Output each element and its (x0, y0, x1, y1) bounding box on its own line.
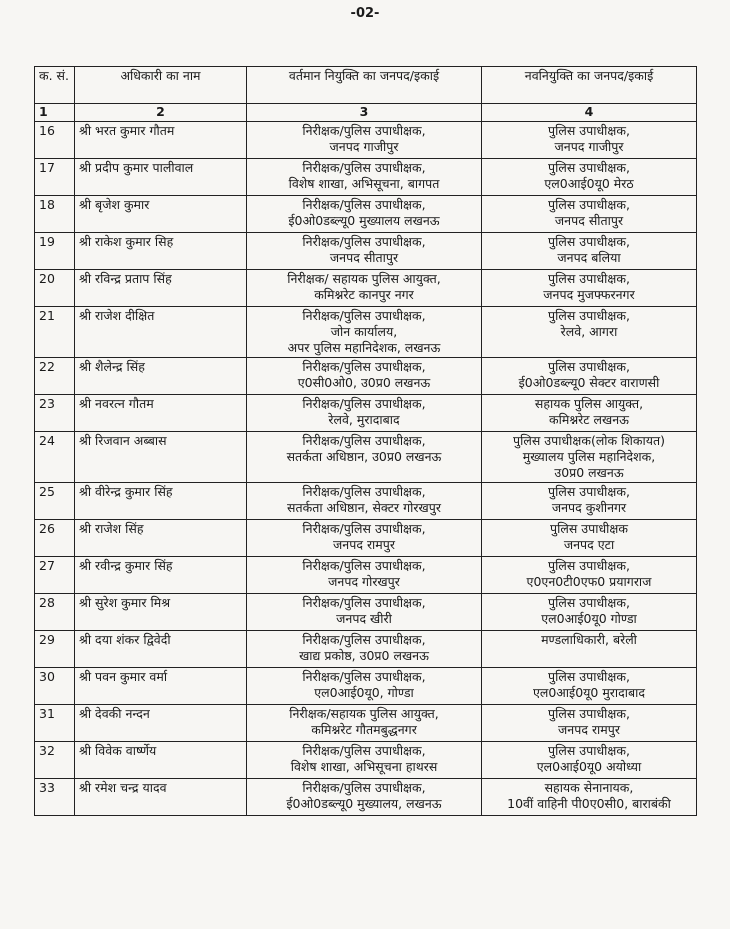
new-posting-line: पुलिस उपाधीक्षक (550, 521, 628, 536)
serial-number-cell: 22 (35, 358, 75, 395)
officer-name-cell: श्री पवन कुमार वर्मा (75, 668, 247, 705)
current-posting-cell (247, 557, 482, 594)
new-posting-cell (482, 196, 697, 233)
current-posting-cell (247, 196, 482, 233)
current-posting-cell (247, 270, 482, 307)
new-posting-line: पुलिस उपाधीक्षक, (548, 308, 630, 323)
table-row (35, 432, 697, 483)
current-posting-line: निरीक्षक/पुलिस उपाधीक्षक, (302, 669, 426, 684)
current-posting-cell (247, 520, 482, 557)
new-posting-line: मुख्यालय पुलिस महानिदेशक, (522, 449, 656, 464)
current-posting-line: निरीक्षक/पुलिस उपाधीक्षक, (302, 595, 426, 610)
new-posting-line: जनपद रामपुर (558, 722, 620, 737)
serial-number-cell: 16 (35, 122, 75, 159)
serial-number-cell: 23 (35, 395, 75, 432)
current-posting-line: निरीक्षक/पुलिस उपाधीक्षक, (302, 123, 426, 138)
current-posting-cell (247, 159, 482, 196)
new-posting-cell (482, 122, 697, 159)
table-row (35, 705, 697, 742)
current-posting-line: निरीक्षक/पुलिस उपाधीक्षक, (302, 359, 426, 374)
officer-name-cell: श्री भरत कुमार गौतम (75, 122, 247, 159)
current-posting-line: निरीक्षक/पुलिस उपाधीक्षक, (302, 433, 426, 448)
new-posting-line: पुलिस उपाधीक्षक, (548, 595, 630, 610)
header-officer-name: अधिकारी का नाम (75, 67, 247, 104)
new-posting-cell (482, 432, 697, 483)
current-posting-cell (247, 631, 482, 668)
new-posting-line: एल0आई0यू0 मेरठ (544, 176, 634, 191)
new-posting-cell (482, 307, 697, 358)
new-posting-cell (482, 395, 697, 432)
new-posting-cell (482, 483, 697, 520)
new-posting-line: जनपद एटा (563, 537, 615, 552)
officer-name-cell: श्री रविन्द्र प्रताप सिंह (75, 270, 247, 307)
new-posting-cell (482, 668, 697, 705)
new-posting-cell (482, 631, 697, 668)
table-row (35, 270, 697, 307)
current-posting-line: ई0ओ0डब्ल्यू0 मुख्यालय लखनऊ (288, 213, 440, 228)
current-posting-line: निरीक्षक/पुलिस उपाधीक्षक, (302, 743, 426, 758)
table-row (35, 779, 697, 816)
table-row (35, 122, 697, 159)
new-posting-line: पुलिस उपाधीक्षक(लोक शिकायत) (513, 433, 665, 448)
current-posting-line: विशेष शाखा, अभिसूचना, बागपत (288, 176, 440, 191)
header-serial-number: क. सं. (35, 67, 75, 104)
serial-number-cell: 31 (35, 705, 75, 742)
current-posting-line: जनपद सीतापुर (329, 250, 399, 265)
table-row (35, 483, 697, 520)
new-posting-line: सहायक पुलिस आयुक्त, (534, 396, 644, 411)
current-posting-line: जनपद गोरखपुर (328, 574, 400, 589)
current-posting-line: निरीक्षक/पुलिस उपाधीक्षक, (302, 308, 426, 323)
new-posting-line: जनपद गाजीपुर (554, 139, 624, 154)
new-posting-cell (482, 270, 697, 307)
current-posting-line: सतर्कता अधिष्ठान, सेक्टर गोरखपुर (287, 500, 441, 515)
table-row (35, 395, 697, 432)
officer-name-cell: श्री दया शंकर द्विवेदी (75, 631, 247, 668)
current-posting-line: ए0सी0ओ0, उ0प्र0 लखनऊ (297, 375, 431, 390)
officer-name-cell: श्री रिजवान अब्बास (75, 432, 247, 483)
new-posting-line: पुलिस उपाधीक्षक, (548, 234, 630, 249)
new-posting-line: एल0आई0यू0 गोण्डा (541, 611, 637, 626)
current-posting-line: निरीक्षक/ सहायक पुलिस आयुक्त, (287, 271, 441, 286)
current-posting-cell (247, 432, 482, 483)
column-number-4: 4 (482, 104, 697, 122)
current-posting-line: निरीक्षक/सहायक पुलिस आयुक्त, (289, 706, 439, 721)
table-row (35, 307, 697, 358)
new-posting-cell (482, 705, 697, 742)
table-row (35, 233, 697, 270)
table-row (35, 557, 697, 594)
new-posting-line: पुलिस उपाधीक्षक, (548, 197, 630, 212)
new-posting-line: कमिश्नरेट लखनऊ (549, 412, 629, 427)
new-posting-line: पुलिस उपाधीक्षक, (548, 558, 630, 573)
current-posting-line: जनपद गाजीपुर (329, 139, 399, 154)
current-posting-line: निरीक्षक/पुलिस उपाधीक्षक, (302, 234, 426, 249)
current-posting-line: जोन कार्यालय, (330, 324, 398, 339)
new-posting-line: पुलिस उपाधीक्षक, (548, 706, 630, 721)
current-posting-cell (247, 395, 482, 432)
current-posting-line: ई0ओ0डब्ल्यू0 मुख्यालय, लखनऊ (286, 796, 442, 811)
officer-name-cell: श्री विवेक वार्ष्णेय (75, 742, 247, 779)
current-posting-line: रेलवे, मुरादाबाद (328, 412, 400, 427)
current-posting-line: निरीक्षक/पुलिस उपाधीक्षक, (302, 558, 426, 573)
column-number-3: 3 (247, 104, 482, 122)
officer-name-cell: श्री नवरत्न गौतम (75, 395, 247, 432)
column-number-1: 1 (35, 104, 75, 122)
new-posting-cell (482, 358, 697, 395)
serial-number-cell: 28 (35, 594, 75, 631)
current-posting-line: विशेष शाखा, अभिसूचना हाथरस (290, 759, 438, 774)
new-posting-line: जनपद मुजफ्फरनगर (543, 287, 635, 302)
column-number-2: 2 (75, 104, 247, 122)
serial-number-cell: 32 (35, 742, 75, 779)
current-posting-line: निरीक्षक/पुलिस उपाधीक्षक, (302, 632, 426, 647)
serial-number-cell: 29 (35, 631, 75, 668)
officer-name-cell: श्री वीरेन्द्र कुमार सिंह (75, 483, 247, 520)
officer-name-cell: श्री राजेश सिंह (75, 520, 247, 557)
serial-number-cell: 19 (35, 233, 75, 270)
new-posting-cell (482, 742, 697, 779)
serial-number-cell: 27 (35, 557, 75, 594)
serial-number-cell: 20 (35, 270, 75, 307)
new-posting-line: रेलवे, आगरा (560, 324, 618, 339)
current-posting-cell (247, 233, 482, 270)
officer-name-cell: श्री राजेश दीक्षित (75, 307, 247, 358)
current-posting-line: निरीक्षक/पुलिस उपाधीक्षक, (302, 780, 426, 795)
serial-number-cell: 30 (35, 668, 75, 705)
new-posting-cell (482, 557, 697, 594)
current-posting-cell (247, 668, 482, 705)
column-number-row (35, 104, 697, 122)
page-number: -02- (350, 6, 380, 21)
new-posting-cell (482, 779, 697, 816)
new-posting-line: उ0प्र0 लखनऊ (554, 465, 624, 480)
new-posting-line: एल0आई0यू0 अयोध्या (536, 759, 642, 774)
header-new-posting: नवनियुक्ति का जनपद/इकाई (482, 67, 697, 104)
current-posting-line: एल0आई0यू0, गोण्डा (314, 685, 414, 700)
table-row (35, 196, 697, 233)
table-row (35, 520, 697, 557)
new-posting-line: पुलिस उपाधीक्षक, (548, 669, 630, 684)
new-posting-line: सहायक सेनानायक, (544, 780, 634, 795)
serial-number-cell: 21 (35, 307, 75, 358)
new-posting-line: जनपद बलिया (557, 250, 621, 265)
officer-name-cell: श्री बृजेश कुमार (75, 196, 247, 233)
current-posting-line: कमिश्नरेट कानपुर नगर (314, 287, 414, 302)
current-posting-cell (247, 307, 482, 358)
new-posting-line: जनपद कुशीनगर (551, 500, 627, 515)
new-posting-line: पुलिस उपाधीक्षक, (548, 359, 630, 374)
officer-name-cell: श्री शैलेन्द्र सिंह (75, 358, 247, 395)
serial-number-cell: 26 (35, 520, 75, 557)
officer-name-cell: श्री देवकी नन्दन (75, 705, 247, 742)
new-posting-line: जनपद सीतापुर (554, 213, 624, 228)
new-posting-line: पुलिस उपाधीक्षक, (548, 484, 630, 499)
new-posting-line: 10वीं वाहिनी पी0ए0सी0, बाराबंकी (507, 796, 671, 811)
serial-number-cell: 18 (35, 196, 75, 233)
table-row (35, 631, 697, 668)
table-row (35, 358, 697, 395)
new-posting-cell (482, 159, 697, 196)
current-posting-line: अपर पुलिस महानिदेशक, लखनऊ (287, 340, 441, 355)
current-posting-cell (247, 779, 482, 816)
table-row (35, 668, 697, 705)
new-posting-line: पुलिस उपाधीक्षक, (548, 743, 630, 758)
current-posting-line: जनपद रामपुर (333, 537, 395, 552)
current-posting-cell (247, 358, 482, 395)
current-posting-cell (247, 122, 482, 159)
current-posting-line: निरीक्षक/पुलिस उपाधीक्षक, (302, 160, 426, 175)
officer-name-cell: श्री सुरेश कुमार मिश्र (75, 594, 247, 631)
table-row (35, 742, 697, 779)
posting-table (34, 66, 697, 816)
current-posting-line: कमिश्नरेट गौतमबुद्धनगर (311, 722, 417, 737)
new-posting-cell (482, 594, 697, 631)
table-body (35, 122, 697, 816)
current-posting-line: जनपद खीरी (336, 611, 392, 626)
current-posting-cell (247, 594, 482, 631)
new-posting-line: ए0एन0टी0एफ0 प्रयागराज (526, 574, 652, 589)
current-posting-line: खाद्य प्रकोष्ठ, उ0प्र0 लखनऊ (299, 648, 429, 663)
current-posting-line: निरीक्षक/पुलिस उपाधीक्षक, (302, 484, 426, 499)
current-posting-cell (247, 742, 482, 779)
officer-name-cell: श्री रमेश चन्द्र यादव (75, 779, 247, 816)
new-posting-cell (482, 520, 697, 557)
table-row (35, 159, 697, 196)
current-posting-cell (247, 705, 482, 742)
table-row (35, 594, 697, 631)
header-current-posting: वर्तमान नियुक्ति का जनपद/इकाई (247, 67, 482, 104)
officer-name-cell: श्री प्रदीप कुमार पालीवाल (75, 159, 247, 196)
serial-number-cell: 17 (35, 159, 75, 196)
new-posting-line: पुलिस उपाधीक्षक, (548, 160, 630, 175)
new-posting-line: पुलिस उपाधीक्षक, (548, 271, 630, 286)
serial-number-cell: 24 (35, 432, 75, 483)
current-posting-line: निरीक्षक/पुलिस उपाधीक्षक, (302, 197, 426, 212)
officer-name-cell: श्री राकेश कुमार सिह (75, 233, 247, 270)
new-posting-line: मण्डलाधिकारी, बरेली (541, 632, 637, 647)
new-posting-cell (482, 233, 697, 270)
serial-number-cell: 33 (35, 779, 75, 816)
new-posting-line: पुलिस उपाधीक्षक, (548, 123, 630, 138)
current-posting-line: निरीक्षक/पुलिस उपाधीक्षक, (302, 396, 426, 411)
serial-number-cell: 25 (35, 483, 75, 520)
officer-name-cell: श्री रवीन्द्र कुमार सिंह (75, 557, 247, 594)
current-posting-cell (247, 483, 482, 520)
current-posting-line: सतर्कता अधिष्ठान, उ0प्र0 लखनऊ (286, 449, 442, 464)
new-posting-line: ई0ओ0डब्ल्यू0 सेक्टर वाराणसी (518, 375, 660, 390)
header-row (35, 67, 697, 104)
current-posting-line: निरीक्षक/पुलिस उपाधीक्षक, (302, 521, 426, 536)
new-posting-line: एल0आई0यू0 मुरादाबाद (532, 685, 646, 700)
